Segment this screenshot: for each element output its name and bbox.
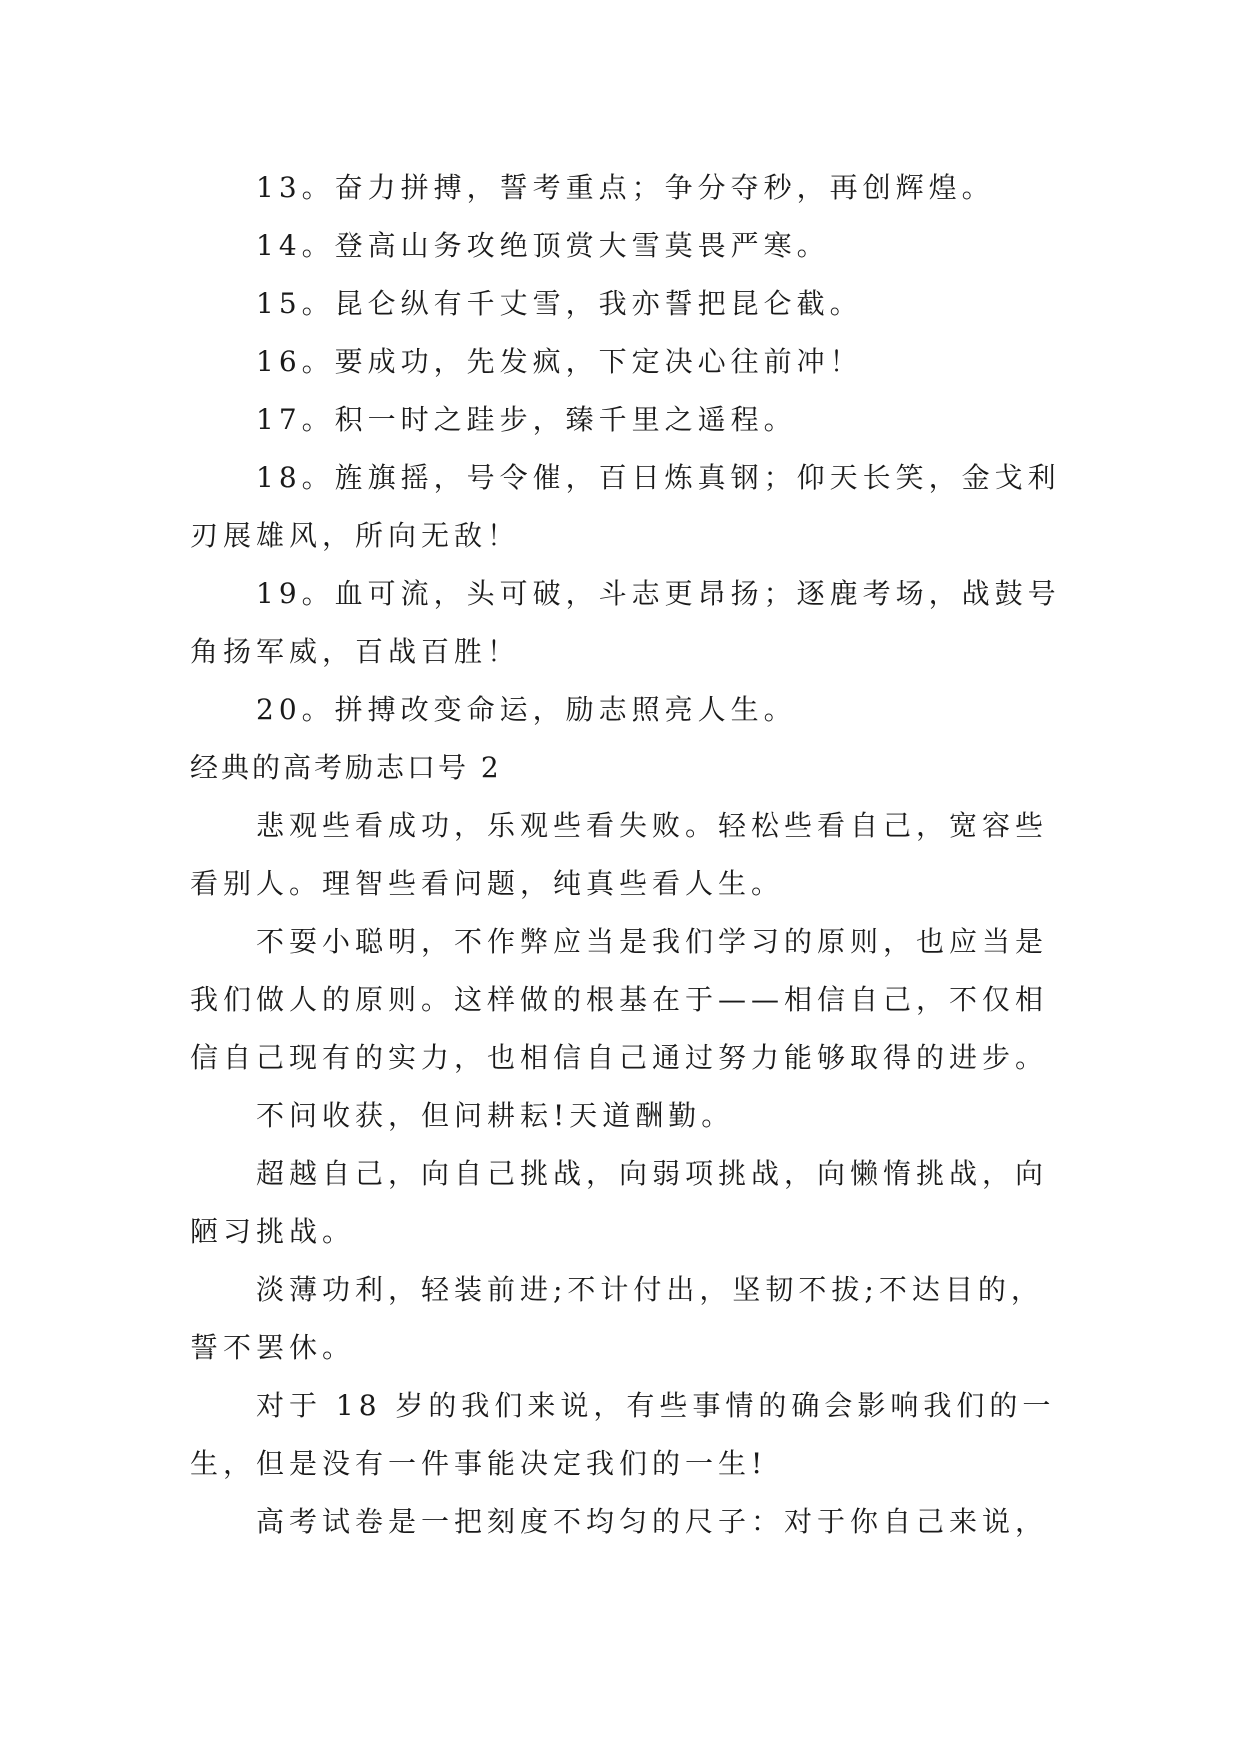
section-heading: 经典的高考励志口号 2 bbox=[190, 751, 502, 784]
text-line: 信自己现有的实力，也相信自己通过努力能够取得的进步。 bbox=[190, 1041, 1049, 1074]
text-line: 我们做人的原则。这样做的根基在于——相信自己，不仅相 bbox=[190, 983, 1049, 1016]
text-line: 16。要成功，先发疯，下定决心往前冲！ bbox=[256, 345, 863, 378]
text-line: 悲观些看成功，乐观些看失败。轻松些看自己，宽容些 bbox=[256, 809, 1049, 842]
text-line: 13。奋力拼搏，誓考重点；争分夺秒，再创辉煌。 bbox=[256, 171, 995, 204]
text-line: 角扬军威，百战百胜！ bbox=[190, 635, 521, 668]
text-line: 15。昆仑纵有千丈雪，我亦誓把昆仑截。 bbox=[256, 287, 863, 320]
text-line: 高考试卷是一把刻度不均匀的尺子：对于你自己来说， bbox=[256, 1505, 1049, 1538]
text-line: 19。血可流，头可破，斗志更昂扬；逐鹿考场，战鼓号 bbox=[256, 577, 1061, 610]
text-line: 淡薄功利，轻装前进;不计付出，坚韧不拔;不达目的， bbox=[256, 1273, 1044, 1306]
text-line: 刃展雄风，所向无敌！ bbox=[190, 519, 521, 552]
text-line: 对于 18 岁的我们来说，有些事情的确会影响我们的一 bbox=[256, 1389, 1056, 1422]
text-line: 17。积一时之跬步，臻千里之遥程。 bbox=[256, 403, 797, 436]
text-line: 不问收获，但问耕耘!天道酬勤。 bbox=[256, 1099, 735, 1132]
text-line: 14。登高山务攻绝顶赏大雪莫畏严寒。 bbox=[256, 229, 830, 262]
text-line: 陋习挑战。 bbox=[190, 1215, 356, 1248]
text-line: 20。拼搏改变命运，励志照亮人生。 bbox=[256, 693, 797, 726]
text-line: 看别人。理智些看问题，纯真些看人生。 bbox=[190, 867, 785, 900]
document-body bbox=[190, 159, 1060, 1551]
text-line: 誓不罢休。 bbox=[190, 1331, 356, 1364]
text-line: 超越自己，向自己挑战，向弱项挑战，向懒惰挑战，向 bbox=[256, 1157, 1049, 1190]
text-line: 生，但是没有一件事能决定我们的一生! bbox=[190, 1447, 768, 1480]
text-line: 不耍小聪明，不作弊应当是我们学习的原则，也应当是 bbox=[256, 925, 1049, 958]
text-line: 18。旌旗摇，号令催，百日炼真钢；仰天长笑，金戈利 bbox=[256, 461, 1061, 494]
